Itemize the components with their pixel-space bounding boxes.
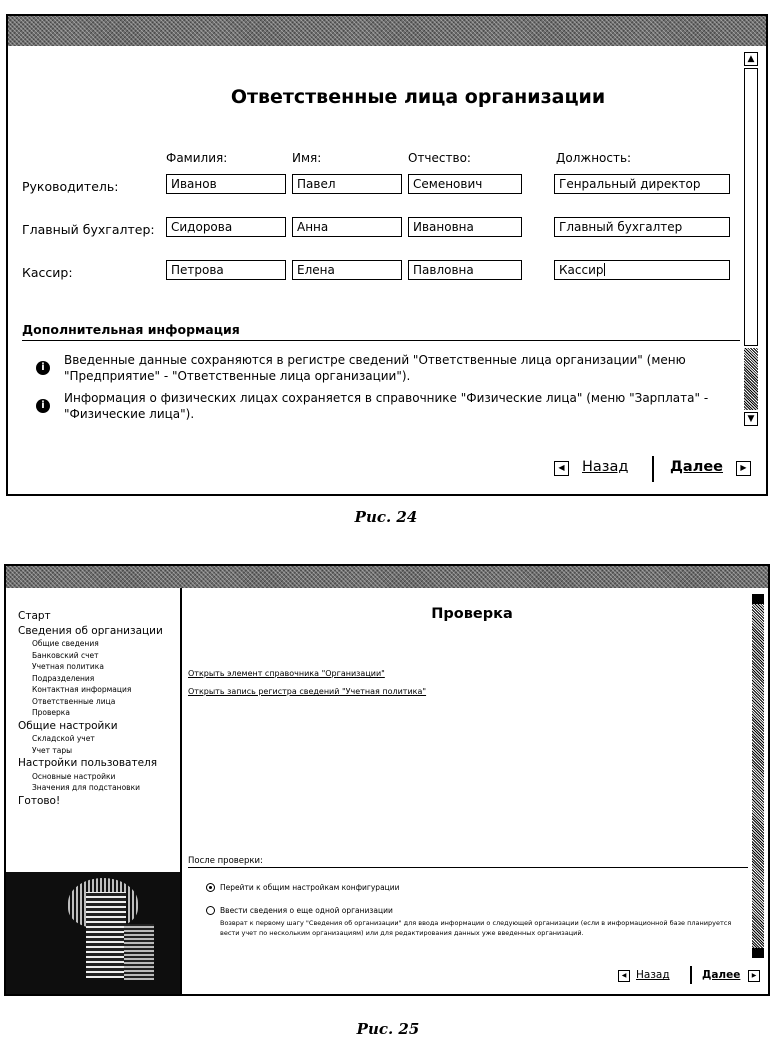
next-arrow-icon[interactable]: ▶: [748, 970, 760, 982]
wizard-window-check: [4, 564, 770, 996]
scroll-down-icon[interactable]: [752, 948, 764, 958]
next-button[interactable]: Далее: [670, 459, 723, 475]
column-header-middle-name: Отчество:: [408, 151, 471, 165]
scroll-up-icon[interactable]: [752, 594, 764, 604]
open-organization-link[interactable]: Открыть элемент справочника "Организации": [188, 669, 385, 678]
option-go-to-settings-label[interactable]: Перейти к общим настройкам конфигурации: [220, 883, 400, 892]
sidebar-step-item[interactable]: Общие сведения: [32, 639, 99, 648]
divider: [188, 867, 748, 868]
vertical-scrollbar[interactable]: [744, 52, 760, 428]
page-title: Ответственные лица организации: [230, 86, 606, 108]
accountant-position-field[interactable]: Главный бухгалтер: [554, 217, 730, 237]
sidebar-step-item[interactable]: Готово!: [18, 794, 61, 807]
next-button[interactable]: Далее: [702, 969, 741, 981]
info-icon: i: [36, 399, 50, 413]
back-arrow-icon[interactable]: ◀: [618, 970, 630, 982]
sidebar-step-item[interactable]: Старт: [18, 610, 51, 622]
wizard-window-responsible-persons: [6, 14, 768, 496]
column-header-last-name: Фамилия:: [166, 151, 228, 165]
sidebar-step-item[interactable]: Учетная политика: [32, 662, 104, 671]
sidebar-step-item[interactable]: Сведения об организации: [18, 624, 163, 637]
main-panel: [182, 588, 768, 994]
sidebar-step-item[interactable]: Подразделения: [32, 673, 95, 683]
director-position-field[interactable]: Генральный директор: [554, 174, 730, 194]
vertical-scrollbar[interactable]: [752, 594, 764, 958]
scroll-down-icon[interactable]: ▼: [744, 412, 758, 426]
additional-info-header: Дополнительная информация: [22, 322, 240, 337]
sidebar-step-item[interactable]: Складской учет: [32, 734, 95, 743]
scrollbar-track[interactable]: [744, 348, 758, 410]
steps-sidebar: [6, 588, 182, 994]
info-text-2: Информация о физических лицах сохраняется в справочнике "Физические лица" (меню "Зарплата" - "Физические лица").: [64, 391, 709, 421]
sidebar-step-item[interactable]: Проверка: [32, 708, 70, 717]
radio-go-to-settings[interactable]: [206, 883, 215, 892]
sidebar-step-item[interactable]: Контактная информация: [32, 685, 132, 694]
sidebar-step-item[interactable]: Значения для подстановки: [32, 783, 140, 792]
sidebar-step-item[interactable]: Общие настройки: [18, 719, 118, 732]
back-arrow-icon[interactable]: ◀: [554, 461, 569, 476]
accountant-first-name-field[interactable]: Анна: [292, 217, 402, 237]
option-add-organization-description: Возврат к первому шагу "Сведения об организации" для ввода информации о следующей организации (если в информационной базе планируется вести учет по нескольким организациям) или для редактирования данных уже введенных организаций.: [220, 919, 732, 937]
row-label-director: Руководитель:: [22, 179, 119, 194]
open-accounting-policy-link[interactable]: Открыть запись регистра сведений "Учетная политика": [188, 687, 427, 696]
figure-caption-24: Рис. 24: [354, 508, 418, 526]
director-last-name-field[interactable]: Иванов: [166, 174, 286, 194]
info-icon: i: [36, 361, 50, 375]
next-arrow-icon[interactable]: ▶: [736, 461, 751, 476]
cashier-position-field[interactable]: Кассир: [554, 260, 730, 280]
sidebar-step-item[interactable]: Настройки пользователя: [18, 757, 158, 769]
nav-separator: [690, 966, 692, 984]
window-title-bar: [6, 566, 768, 588]
accountant-middle-name-field[interactable]: Ивановна: [408, 217, 522, 237]
scroll-up-icon[interactable]: ▲: [744, 52, 758, 66]
window-title-bar: [8, 16, 766, 46]
accountant-last-name-field[interactable]: Сидорова: [166, 217, 286, 237]
sidebar-step-item[interactable]: Учет тары: [32, 745, 73, 755]
director-first-name-field[interactable]: Павел: [292, 174, 402, 194]
figure-caption-25: Рис. 25: [356, 1020, 420, 1038]
sidebar-illustration: [6, 872, 180, 994]
cashier-first-name-field[interactable]: Елена: [292, 260, 402, 280]
scrollbar-thumb[interactable]: [744, 68, 758, 346]
column-header-position: Должность:: [556, 151, 632, 165]
page-title: Проверка: [431, 606, 513, 622]
sidebar-step-item[interactable]: Основные настройки: [32, 771, 116, 781]
column-header-first-name: Имя:: [292, 151, 322, 165]
after-check-label: После проверки:: [188, 856, 263, 866]
nav-separator: [652, 456, 654, 482]
back-button[interactable]: Назад: [636, 969, 670, 981]
back-button[interactable]: Назад: [582, 459, 629, 475]
cashier-last-name-field[interactable]: Петрова: [166, 260, 286, 280]
divider: [22, 340, 740, 341]
option-add-organization-label[interactable]: Ввести сведения о еще одной организации: [220, 906, 393, 915]
sidebar-step-item[interactable]: Ответственные лица: [32, 696, 116, 706]
radio-add-organization[interactable]: [206, 906, 215, 915]
director-middle-name-field[interactable]: Семенович: [408, 174, 522, 194]
sidebar-step-item[interactable]: Банковский счет: [32, 650, 99, 660]
row-label-chief-accountant: Главный бухгалтер:: [22, 222, 155, 237]
cashier-middle-name-field[interactable]: Павловна: [408, 260, 522, 280]
info-text-1: Введенные данные сохраняются в регистре сведений "Ответственные лица организации" (меню "Предприятие" - "Ответственные лица организации").: [64, 353, 686, 383]
row-label-cashier: Кассир:: [22, 265, 73, 280]
